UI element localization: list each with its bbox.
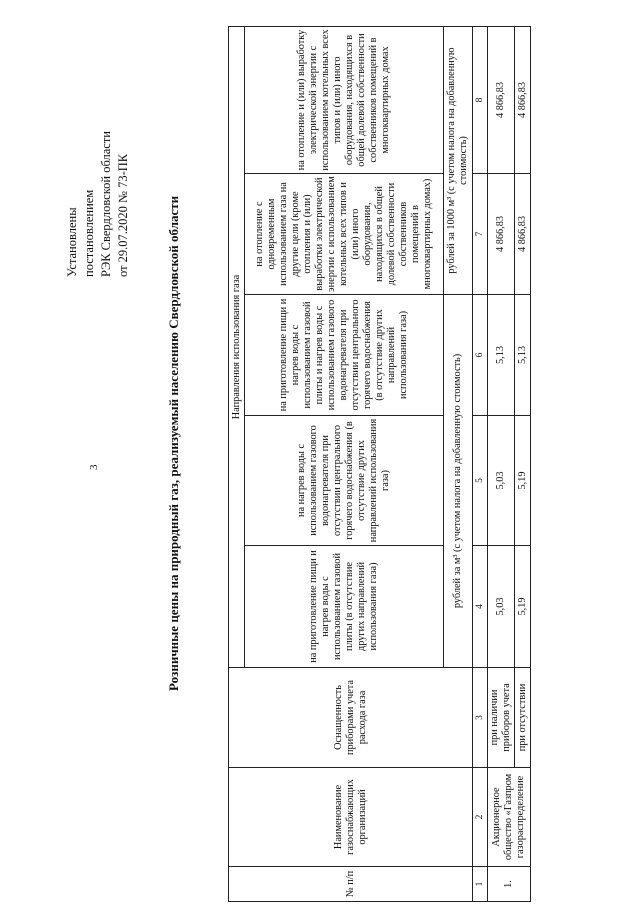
price-cell: 4 866,83 [515,174,531,295]
price-cell: 5,19 [515,416,531,546]
header-col-8: на отопление и (или) выработку электрической энергии с использованием котельных всех типов и (или) иного оборудования, находящихся в общей долевой собственности собственников помещений в многоквартирных домах [245,27,444,174]
unit-1000m3: рублей за 1000 м³ (с учетом налога на добавленную стоимость) [444,27,473,295]
header-num: № п/п [229,867,473,902]
price-cell: 4 866,83 [488,27,515,174]
column-numbers-row [229,27,245,902]
price-cell: 5,03 [488,416,515,546]
page-number: 3 [88,464,100,470]
header-col-4: на приготовление пищи и нагрев воды с использованием газовой плиты (в отсутствие других направлений использования газа) [245,546,444,668]
price-cell: 4 866,83 [488,174,515,295]
price-cell: 4 866,83 [515,27,531,174]
approval-line: постановлением [82,189,96,277]
org-name: Акционерное общество «Газпром газораспределение [488,768,531,867]
meter-status: при наличии приборов учета [488,668,515,768]
header-col-7: на отопление с одновременным использованием газа на другие цели (кроме отопления и (или) выработки электрической энергии с использованием котельных всех типов и (или) иного оборудования, находящихся в общей долевой собственности собственников помещений в многоквартирных домах) [245,174,444,295]
table-row [488,27,515,902]
approval-line: РЭК Свердловской области [99,131,113,277]
approval-line: Установлены [65,207,79,277]
col-num: 8 [473,27,488,174]
price-cell: 5,03 [488,546,515,668]
meter-status: при отсутствии [515,668,531,768]
col-num: 3 [473,668,488,768]
price-cell: 5,19 [515,546,531,668]
col-num: 7 [473,174,488,295]
header-org: Наименование газоснабжающих организаций [229,768,473,867]
col-num: 4 [473,546,488,668]
col-num: 1 [473,867,488,902]
price-cell: 5,13 [488,295,515,416]
document-title: Розничные цены на природный газ, реализуемый населению Свердловской области [166,195,181,691]
unit-m3: рублей за м³ (с учетом налога на добавленную стоимость) [444,295,473,668]
header-meter: Оснащенность приборами учета расхода газа [229,668,473,768]
header-col-6: на приготовление пищи и нагрев воды с использованием газовой плиты и нагрев воды с использованием газового водонагревателя при отсутствии центрального горячего водоснабжения (в отсутствие других направлений использования газа) [245,295,444,416]
approval-block [64,47,132,277]
price-table [228,26,531,902]
approval-line: от 29.07.2020 № 73-ПК [116,153,130,277]
col-num: 6 [473,295,488,416]
col-num: 5 [473,416,488,546]
col-num: 2 [473,768,488,867]
column-number-row [473,27,488,902]
row-number: 1. [488,867,531,902]
price-cell: 5,13 [515,295,531,416]
header-col-5: на нагрев воды с использованием газового водонагревателя при отсутствии центрального горячего водоснабжения (в отсутствие других направлений использования газа) [245,416,444,546]
group-header: Направления использования газа [229,27,245,668]
